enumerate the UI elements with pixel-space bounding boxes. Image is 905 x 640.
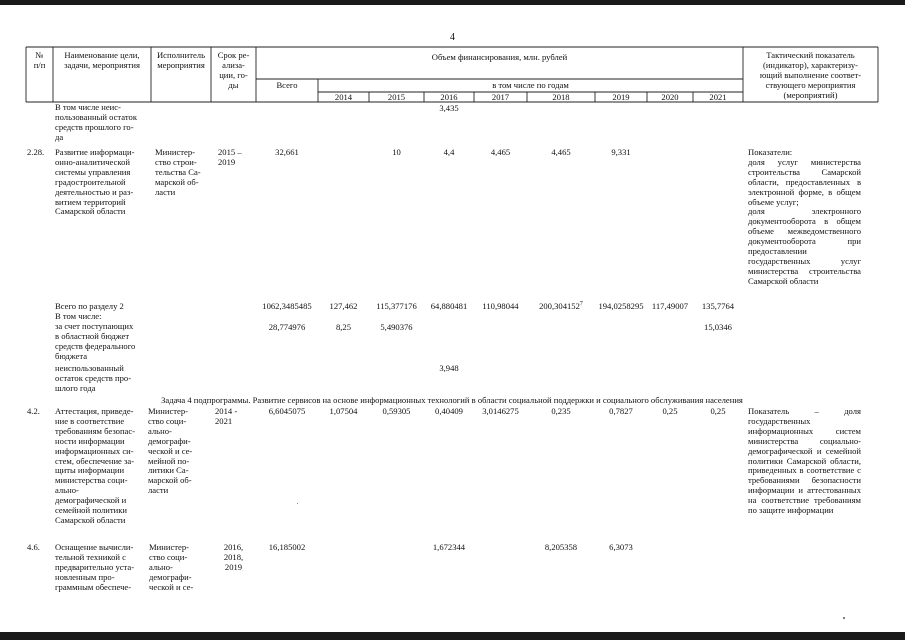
row-2-28-2018: 4,465 — [551, 147, 571, 157]
row-2-28-indicator: Показатели: доля услуг министерства строительства Самарской области, предоставленных в электронной форме, в общем объеме услуг; доля электронного документооборота в общем объеме межведомственного документооборота при предоставлении государственных услуг министерства строительства Самарской области — [748, 147, 861, 286]
total-section-2019: 194,0258295 — [598, 301, 644, 311]
header-executor: Исполнитель мероприятия — [156, 50, 206, 70]
row-4-2-num: 4.2. — [27, 406, 40, 416]
header-funding-title: Объем финансирования, млн. рублей — [431, 52, 568, 62]
row-2-28-name: Развитие информаци- онно-аналитической системы управления градостроительной деятельностью и раз- витием территорий Самарской области — [55, 147, 135, 217]
page-number: 4 — [450, 32, 455, 43]
unused-row-text: неиспользованный остаток средств про- шлого года — [55, 363, 132, 393]
header-total: Всего — [276, 80, 298, 90]
row-4-6-executor: Министер- ство соци- ально- демографи- ческой и се- — [149, 542, 194, 592]
header-term: Срок ре- ализа- ции, го- ды — [217, 50, 250, 90]
row-2-28-total: 32,661 — [275, 147, 299, 157]
header-year-2018: 2018 — [552, 92, 570, 102]
header-year-2014: 2014 — [334, 92, 353, 102]
total-section-label: Всего по разделу 2 — [55, 301, 124, 311]
total-section-2021: 135,7764 — [701, 301, 735, 311]
total-section-2016: 64,880481 — [430, 301, 468, 311]
header-year-2021: 2021 — [709, 92, 727, 102]
header-year-2019: 2019 — [612, 92, 630, 102]
total-section-including: В том числе: — [55, 311, 102, 321]
row-4-2-total: 6,6045075 — [268, 406, 306, 416]
row-2-28-2016: 4,4 — [443, 147, 455, 157]
row-4-2-name: Аттестация, приведе- ние в соответствие требованиям безопас- ности информации информационных си- стем, обеспечение за- щиты информации министерства соци- ально- демографической и семейной политики Самарской области — [55, 406, 136, 525]
header-by-years: в том числе по годам — [492, 80, 569, 90]
carryover-top-2016: 3,435 — [439, 103, 459, 113]
row-4-2-2014: 1,07504 — [329, 406, 358, 416]
federal-row-2015: 5,490376 — [380, 322, 413, 332]
federal-row-text: за счет поступающих в областной бюджет средств федерального бюджета — [55, 321, 136, 361]
header-year-2020: 2020 — [661, 92, 679, 102]
carryover-top-text: В том числе неис- пользованный остаток средств прошлого го- да — [55, 102, 138, 142]
scan-speck — [297, 503, 298, 504]
row-4-6-2016: 1,672344 — [432, 542, 466, 552]
header-indicator: Тактический показатель (индикатор), характеризу- ющий выполнение соответ- ствующего мероприятия (мероприятий) — [759, 50, 862, 100]
row-4-2-2016: 0,40409 — [435, 406, 463, 416]
total-section-2018 — [527, 302, 595, 312]
row-4-6-num: 4.6. — [27, 542, 40, 552]
header-num: № п/п — [33, 50, 46, 70]
row-4-6-2019: 6,3073 — [609, 542, 633, 552]
federal-row-2021: 15,0346 — [704, 322, 732, 332]
row-2-28-2017: 4,465 — [490, 147, 511, 157]
total-section-2020: 117,49007 — [651, 301, 689, 311]
header-year-2017: 2017 — [491, 92, 510, 102]
row-4-6-name: Оснащение вычисли- тельной техникой с предварительно уста- новленным про- граммным обеспече- — [55, 542, 135, 592]
total-section-2015: 115,377176 — [376, 301, 417, 311]
row-4-6-2018: 8,205358 — [544, 542, 578, 552]
row-2-28-term: 2015 – 2019 — [218, 147, 242, 167]
row-2-28-2015: 10 — [392, 147, 401, 157]
row-4-2-2018: 0,235 — [551, 406, 571, 416]
row-4-6-total: 16,185002 — [268, 542, 306, 552]
row-4-2-term: 2014 - 2021 — [215, 406, 238, 426]
total-section-2017: 110,98044 — [482, 301, 519, 311]
row-2-28-2019: 9,331 — [611, 147, 631, 157]
total-section-2018-value: 200,304152 — [539, 301, 580, 311]
total-section-2018-footnote: 7 — [579, 301, 583, 308]
row-4-2-executor: Министер- ство соци- ально- демографи- ческой и се- мейной по- литики Са- марской об- ласти — [148, 406, 193, 496]
header-name: Наименование цели, задачи, мероприятия — [64, 50, 140, 70]
row-4-2-indicator: Показатель – доля государственных информационных систем министерства социально-демографической и семейной политики Самарской области, приведенных в соответствие с требованиями безопасности информации и аттестованных на соответствие требованиям по защите информации — [748, 406, 861, 516]
header-year-2015: 2015 — [387, 92, 406, 102]
row-2-28-executor: Министер- ство строи- тельства Са- марской об- ласти — [155, 147, 201, 197]
task4-title: Задача 4 подпрограммы. Развитие сервисов на основе информационных технологий в области социальной поддержки и социального обслуживания населения — [161, 395, 743, 405]
scan-speck — [843, 617, 845, 619]
unused-row-2016: 3,948 — [439, 363, 459, 373]
row-4-2-2020: 0,25 — [662, 406, 678, 416]
total-section-total: 1062,3485485 — [262, 301, 312, 311]
row-4-2-2019: 0,7827 — [609, 406, 633, 416]
federal-row-total: 28,774976 — [268, 322, 306, 332]
row-2-28-num: 2.28. — [27, 147, 45, 157]
row-4-2-2021: 0,25 — [710, 406, 726, 416]
header-year-2016: 2016 — [440, 92, 458, 102]
row-4-2-2017: 3,0146275 — [482, 406, 519, 416]
total-section-2014: 127,462 — [329, 301, 358, 311]
row-4-6-term: 2016, 2018, 2019 — [223, 542, 244, 572]
federal-row-2014: 8,25 — [335, 322, 352, 332]
row-4-2-2015: 0,59305 — [382, 406, 411, 416]
